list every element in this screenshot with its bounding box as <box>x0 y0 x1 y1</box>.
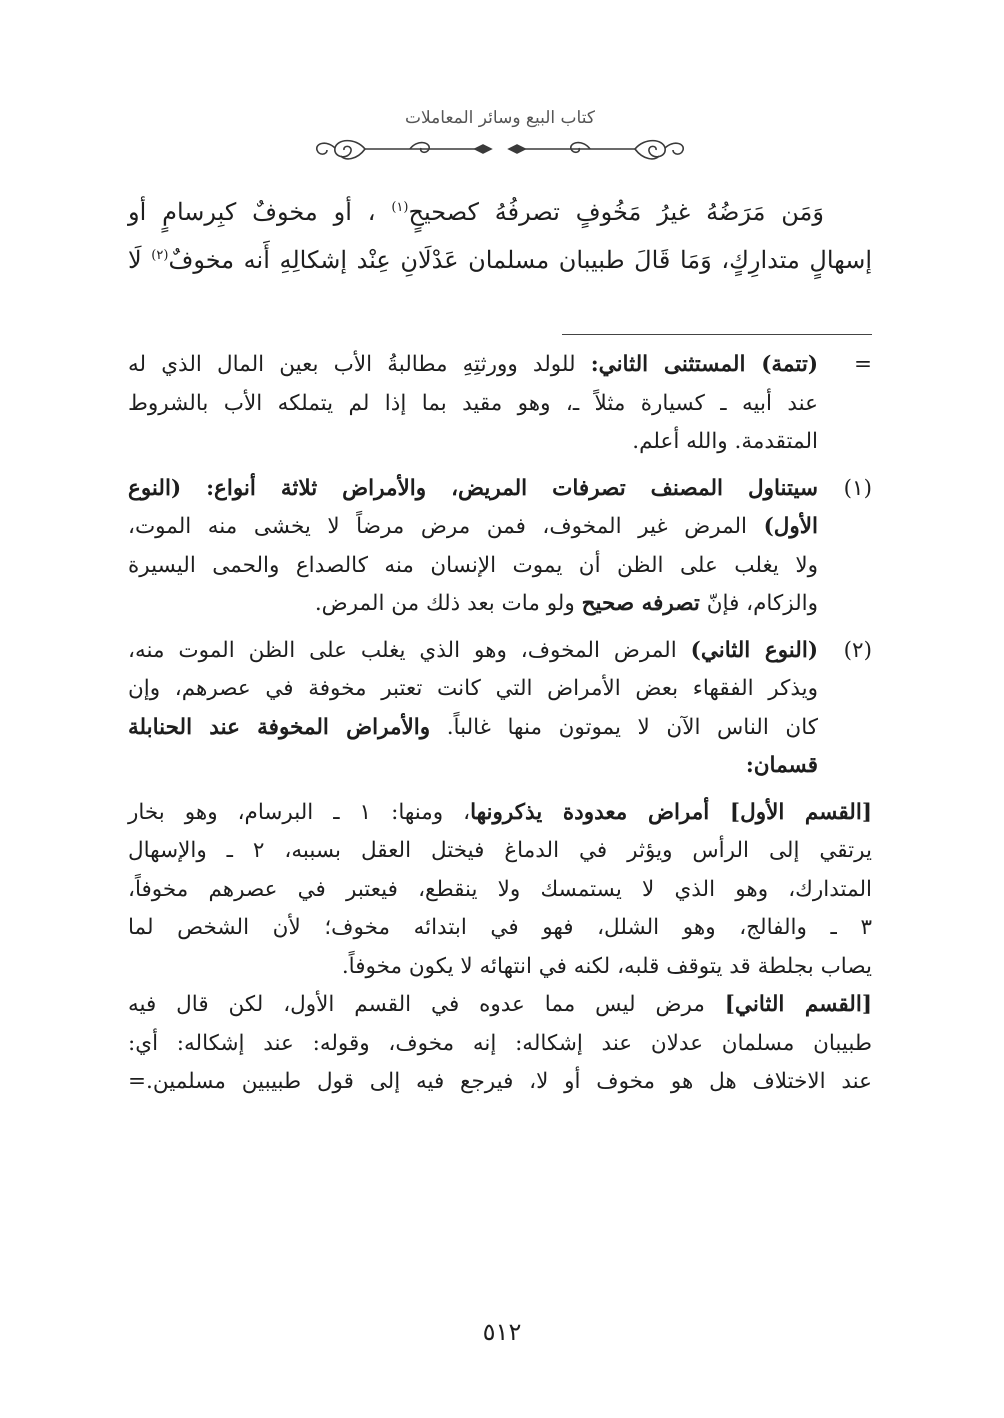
main-line-2 <box>128 236 872 284</box>
ornament-divider-icon <box>305 134 695 164</box>
main-text-segment: ، أو مخوفٌ كبِرسامٍ أو <box>128 198 376 226</box>
footnote-line <box>128 832 872 871</box>
main-line-1 <box>128 188 872 236</box>
footnote-line <box>128 385 872 424</box>
footnote-text: للولد وورثتِهِ مطالبةُ الأب بعين المال الذي له <box>128 352 576 377</box>
footnote-line <box>128 423 872 462</box>
footnote-number-1: (١) <box>843 475 872 501</box>
page-number: ٥١٢ <box>482 1318 522 1346</box>
footnote-line <box>128 986 872 1025</box>
footnote-separator <box>562 334 872 335</box>
footnote-text-bold: والأمراض المخوفة عند الحنابلة <box>128 714 431 740</box>
footnote-text: كان الناس الآن لا يموتون منها غالباً. <box>446 714 818 740</box>
footnote-text: ولا يغلب على الظن أن يموت الإنسان منه كالصداع والحمى اليسيرة <box>128 552 818 578</box>
footnote-line <box>128 709 872 748</box>
footnote-text-bold: تصرفه صحيح <box>581 591 700 616</box>
footnote-ref-2[interactable]: (٢) <box>151 248 169 263</box>
footnote-ref-1[interactable]: (١) <box>391 200 409 215</box>
main-text <box>128 188 872 284</box>
footnote-line <box>128 909 872 948</box>
footnote-text: عند أبيه ـ كسيارة مثلاً ـ، وهو مقيد بما إذا لم يتملكه الأب بالشروط <box>128 390 818 416</box>
footnote-line <box>128 632 872 671</box>
footnote-text: ، ومنها: ١ ـ البرسام، وهو بخار <box>128 799 471 825</box>
footnote-text: عند الاختلاف هل هو مخوف أو لا، فيرجع فيه إلى قول طبيبين مسلمين.= <box>128 1069 872 1094</box>
footnote-heading: (تتمة) المستثنى الثاني: <box>590 352 818 377</box>
footnote-line <box>128 794 872 833</box>
section-heading-2: [القسم الثاني] <box>724 992 872 1017</box>
footnote-text: مرض ليس مما عدوه في القسم الأول، لكن قال فيه <box>128 992 705 1017</box>
continuation-mark: = <box>853 352 872 377</box>
footnote-line <box>128 585 872 624</box>
footnote-line <box>128 346 872 385</box>
footnote-text-bold: (النوع الثاني) <box>690 637 818 663</box>
footnote-text: والزكام، فإنّ <box>706 591 818 616</box>
footnote-text: ويذكر الفقهاء بعض الأمراض التي كانت تعتبر مخوفة في عصرهم، وإن <box>128 676 818 701</box>
section-heading-1: [القسم الأول] أمراض معدودة يذكرونها <box>470 799 872 825</box>
footnote-line <box>128 747 872 786</box>
footnote-text: ٣ ـ والفالج، وهو الشلل، فهو في ابتدائه مخوف؛ لأن الشخص لما <box>128 915 872 940</box>
main-text-segment: لَا <box>128 246 142 274</box>
footnote-line <box>128 1025 872 1064</box>
main-text-segment: إسهالٍ متدارِكٍ، وَمَا قَالَ طبيبان مسلمان عَدْلَانِ عِنْد إشكالِهِ أَنه مخوفٌ <box>168 246 872 274</box>
footnote-text: ولو مات بعد ذلك من المرض. <box>314 591 575 616</box>
footnote-text: يصاب بجلطة قد يتوقف قلبه، لكنه في انتهائه لا يكون مخوفاً. <box>341 953 872 979</box>
main-text-segment: وَمَن مَرَضُهُ غيرُ مَخُوفٍ تصرفُهُ كصحيحٍ <box>408 198 824 226</box>
running-header <box>300 108 700 164</box>
footnote-text: يرتقي إلى الرأس ويؤثر في الدماغ فيختل العقل بسببه، ٢ ـ والإسهال <box>128 838 873 863</box>
footnote-text-bold: الأول) <box>763 514 818 539</box>
footnote-line <box>128 948 872 987</box>
footnote-line <box>128 871 872 910</box>
footnote-text-bold: قسمان: <box>745 753 818 778</box>
footnote-line <box>128 1063 872 1102</box>
footnote-line <box>128 670 872 709</box>
footnote-number-2: (٢) <box>843 637 872 663</box>
footnote-text: المتدارك، وهو الذي لا يستمسك ولا ينقطع، فيعتبر في عصرهم مخوفاً، <box>128 876 872 902</box>
footnote-text-bold: سيتناول المصنف تصرفات المريض، والأمراض ثلاثة أنواع: (النوع <box>128 475 818 501</box>
footnote-text: المتقدمة. والله أعلم. <box>632 429 818 454</box>
footnote-text: المرض المخوف، وهو الذي يغلب على الظن الموت منه، <box>128 637 677 663</box>
footnote-line <box>128 508 872 547</box>
header-title: كتاب البيع وسائر المعاملات <box>405 108 595 128</box>
footnote-line <box>128 470 872 509</box>
footnote-text: طبيبان مسلمان عدلان عند إشكاله: إنه مخوف، وقوله: عند إشكاله: أي: <box>128 1030 872 1056</box>
footnote-line <box>128 547 872 586</box>
footnote-text: المرض غير المخوف، فمن مرض مرضاً لا يخشى منه الموت، <box>128 514 748 539</box>
footnotes <box>128 346 872 1102</box>
